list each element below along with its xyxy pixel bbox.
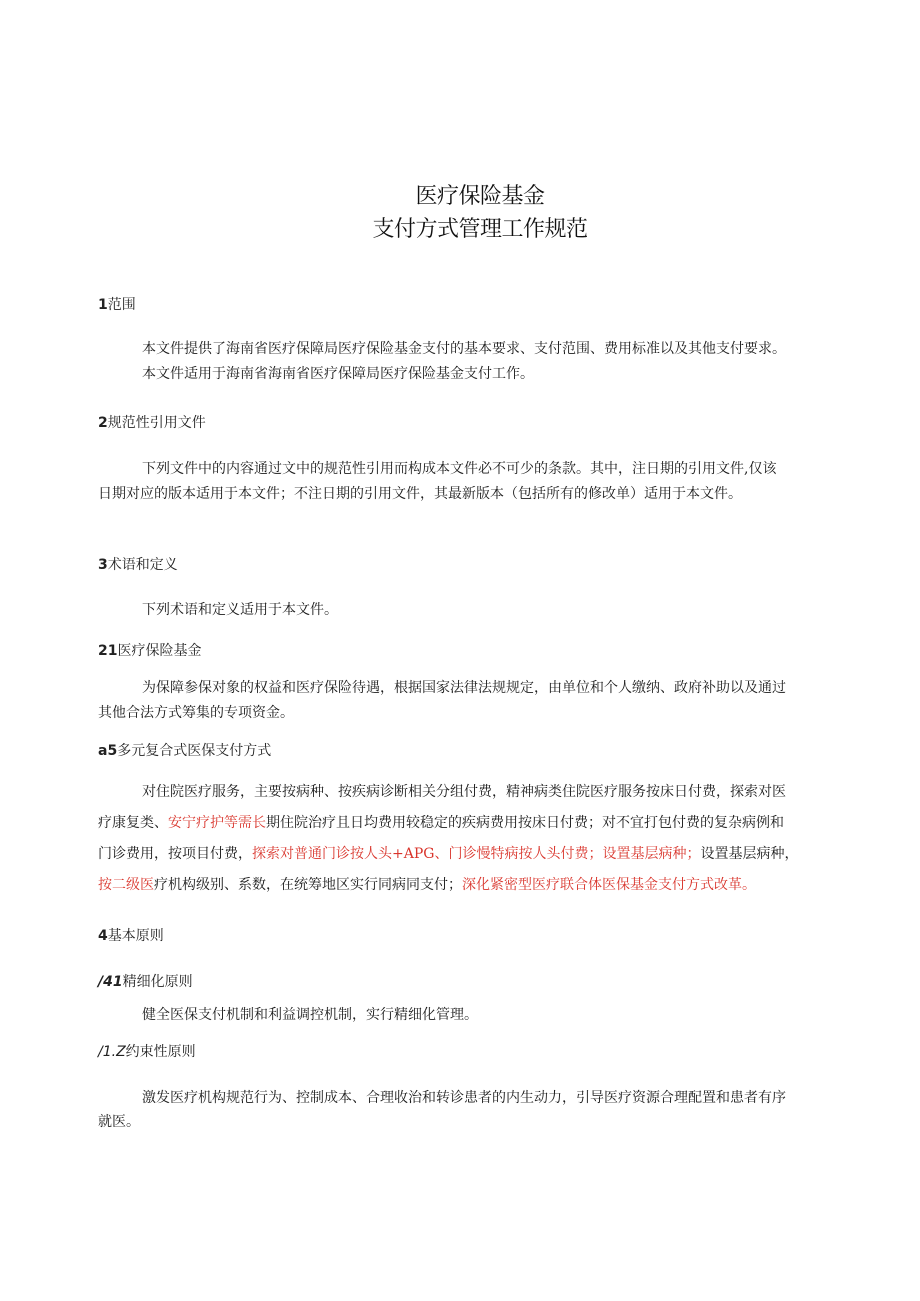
- section-1-number: 1: [98, 297, 108, 313]
- term-1-title: 医疗保险基金: [117, 643, 202, 659]
- principle-1-title: 精细化原则: [122, 974, 193, 990]
- term-2-number: a5: [98, 743, 118, 759]
- term-2-line-4-highlight-1: 按二级医: [98, 877, 154, 893]
- principle-1-line: 健全医保支付机制和利益调控机制，实行精细化管理。: [142, 1007, 478, 1023]
- term-2-heading: [98, 740, 271, 760]
- term-2-line-4-highlight-2: 深化紧密型医疗联合体医保基金支付方式改革。: [462, 877, 756, 893]
- principle-2-line-2: 就医。: [98, 1114, 140, 1130]
- term-1-line-1: 为保障参保对象的权益和医疗保险待遇，根据国家法律法规规定，由单位和个人缴纳、政府补助以及通过: [142, 680, 786, 696]
- term-2-line-2-b: 期住院治疗且日均费用较稳定的疾病费用按床日付费；对不宜打包付费的复杂病例和: [266, 815, 784, 831]
- section-2-title: 规范性引用文件: [107, 415, 206, 431]
- principle-1-heading: [98, 971, 193, 991]
- section-3-number: 3: [98, 557, 108, 573]
- term-2-line-4-a: 疗机构级别、系数，在统筹地区实行同病同支付；: [154, 877, 462, 893]
- term-2-title: 多元复合式医保支付方式: [117, 743, 272, 759]
- section-1-title: 范围: [107, 297, 136, 313]
- section-1-heading: [98, 294, 136, 314]
- term-2-line-4: [98, 870, 756, 901]
- section-3-heading: [98, 554, 178, 574]
- section-2-line-1: 下列文件中的内容通过文中的规范性引用而构成本文件必不可少的条款。其中，注日期的引用文件,仅该: [142, 461, 777, 477]
- section-3-title: 术语和定义: [107, 557, 178, 573]
- section-4-heading: [98, 925, 164, 945]
- term-2-line-3-a: 门诊费用，按项目付费，: [98, 846, 252, 862]
- term-1-heading: [98, 640, 201, 660]
- principle-1-number: /41: [98, 974, 123, 990]
- term-2-line-1: 对住院医疗服务，主要按病种、按疾病诊断相关分组付费，精神病类住院医疗服务按床日付费，探索对医: [142, 784, 786, 800]
- term-1-line-2: 其他合法方式筹集的专项资金。: [98, 705, 294, 721]
- section-4-title: 基本原则: [107, 928, 164, 944]
- principle-2-title: 约束性原则: [125, 1044, 196, 1060]
- term-2-line-3-highlight: 探索对普通门诊按人头+APG、门诊慢特病按人头付费；设置基层病种；: [252, 846, 701, 862]
- term-2-line-2-a: 疗康复类、: [98, 815, 168, 831]
- principle-2-heading: [98, 1041, 196, 1061]
- section-1-line-1: 本文件提供了海南省医疗保障局医疗保险基金支付的基本要求、支付范围、费用标准以及其他支付要求。: [142, 341, 786, 357]
- section-3-intro: 下列术语和定义适用于本文件。: [142, 602, 338, 618]
- document-title-line1: 医疗保险基金: [415, 184, 545, 209]
- term-2-line-3: [98, 839, 798, 870]
- principle-2-line-1: 激发医疗机构规范行为、控制成本、合理收治和转诊患者的内生动力，引导医疗资源合理配置和患者有序: [142, 1090, 786, 1106]
- section-1-line-2: 本文件适用于海南省海南省医疗保障局医疗保险基金支付工作。: [142, 366, 534, 382]
- term-2-line-2-highlight: 安宁疗护等需长: [168, 815, 266, 831]
- section-2-line-2: 日期对应的版本适用于本文件；不注日期的引用文件，其最新版本（包括所有的修改单）适用于本文件。: [98, 486, 742, 502]
- section-4-number: 4: [98, 928, 108, 944]
- term-1-number: 21: [98, 643, 118, 659]
- term-2-line-2: [98, 808, 784, 839]
- term-2-line-3-b: 设置基层病种，: [700, 846, 799, 862]
- section-2-number: 2: [98, 415, 108, 431]
- section-2-heading: [98, 412, 206, 432]
- document-title-line2: 支付方式管理工作规范: [372, 217, 588, 242]
- principle-2-number: /1.Z: [98, 1044, 126, 1060]
